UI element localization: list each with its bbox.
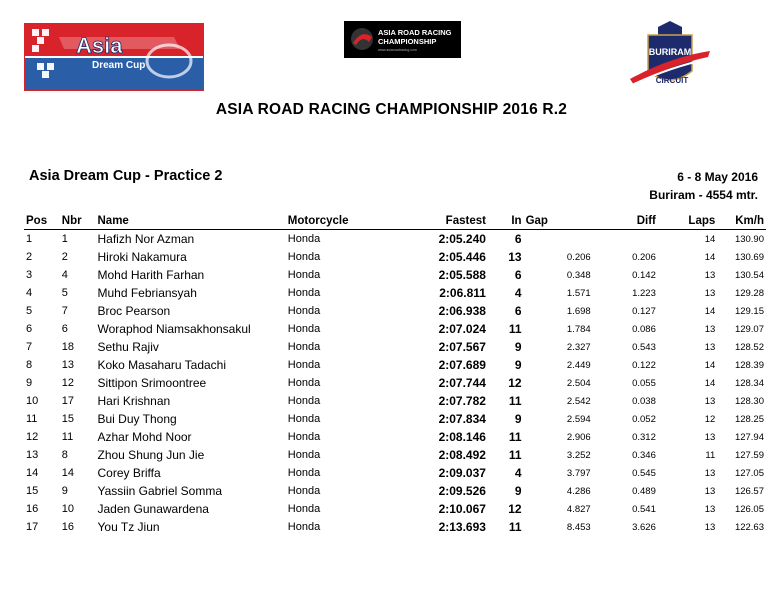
cell-motorcycle: Honda (287, 485, 321, 497)
cell-gap: 1.784 (566, 323, 591, 335)
cell-fastest: 2:09.037 (438, 466, 486, 480)
cell-kmh: 128.39 (734, 359, 764, 371)
cell-in: 4 (514, 466, 522, 480)
cell-kmh: 130.69 (734, 251, 764, 263)
cell-gap: 4.827 (566, 503, 591, 515)
cell-in: 13 (508, 250, 522, 264)
cell-pos: 8 (26, 359, 33, 371)
arrc-logo (344, 21, 461, 58)
cell-kmh: 128.34 (734, 377, 764, 389)
cell-laps: 14 (704, 359, 716, 371)
cell-in: 6 (514, 268, 522, 282)
cell-in: 11 (508, 520, 522, 534)
cell-motorcycle: Honda (287, 395, 321, 407)
asia-dream-cup-logo (24, 23, 204, 91)
cell-fastest: 2:07.782 (438, 394, 486, 408)
cell-name: Muhd Febriansyah (97, 286, 197, 300)
cell-name: Jaden Gunawardena (97, 502, 209, 516)
cell-name: Hari Krishnan (97, 394, 171, 408)
cell-kmh: 127.59 (734, 449, 764, 461)
table-row (24, 410, 766, 428)
arrc-line2: CHAMPIONSHIP (378, 37, 437, 46)
table-row (24, 518, 766, 536)
cell-laps: 14 (704, 233, 716, 245)
cell-pos: 3 (26, 269, 33, 281)
table-row (24, 284, 766, 302)
cell-in: 9 (514, 484, 522, 498)
cell-nbr: 4 (61, 269, 68, 281)
cell-laps: 13 (704, 521, 716, 533)
col-laps-header: Laps (658, 213, 717, 230)
cell-gap: 0.206 (566, 251, 591, 263)
cell-diff (593, 230, 658, 249)
cell-gap: 3.252 (566, 449, 591, 461)
cell-gap: 8.453 (566, 521, 591, 533)
table-row (24, 374, 766, 392)
cell-kmh: 130.54 (734, 269, 764, 281)
cell-kmh: 122.63 (734, 521, 764, 533)
cell-gap: 1.698 (566, 305, 591, 317)
cell-motorcycle: Honda (287, 341, 321, 353)
cell-in: 9 (514, 340, 522, 354)
cell-pos: 2 (26, 251, 33, 263)
cell-pos: 11 (26, 413, 38, 425)
cell-name: You Tz Jiun (97, 520, 160, 534)
cell-kmh: 129.07 (734, 323, 764, 335)
cell-in: 11 (508, 448, 522, 462)
cell-diff: 0.055 (632, 377, 656, 389)
cell-nbr: 17 (61, 395, 75, 407)
cell-in: 9 (514, 358, 522, 372)
cell-name: Bui Duy Thong (97, 412, 177, 426)
cell-laps: 14 (704, 377, 716, 389)
cell-kmh: 128.52 (734, 341, 764, 353)
cell-pos: 1 (26, 233, 33, 245)
cell-fastest: 2:07.834 (438, 412, 486, 426)
cell-gap (524, 230, 593, 249)
cell-laps: 12 (704, 413, 716, 425)
cell-name: Sittipon Srimoontree (97, 376, 207, 390)
cell-fastest: 2:07.689 (438, 358, 486, 372)
cell-gap: 1.571 (566, 287, 591, 299)
cell-name: Hiroki Nakamura (97, 250, 187, 264)
cell-name: Broc Pearson (97, 304, 171, 318)
cell-fastest: 2:08.146 (438, 430, 486, 444)
cell-nbr: 9 (61, 485, 68, 497)
cell-gap: 2.906 (566, 431, 591, 443)
cell-nbr: 18 (61, 341, 75, 353)
cell-motorcycle: Honda (287, 359, 321, 371)
table-row (24, 500, 766, 518)
cell-nbr: 11 (61, 431, 74, 443)
cell-nbr: 12 (61, 377, 75, 389)
cell-laps: 13 (704, 323, 716, 335)
cell-pos: 13 (26, 449, 39, 461)
cell-gap: 4.286 (566, 485, 591, 497)
cell-nbr: 13 (61, 359, 75, 371)
cell-laps: 14 (704, 305, 716, 317)
cell-motorcycle: Honda (287, 413, 321, 425)
col-kmh-header: Km/h (717, 213, 766, 230)
page-title: ASIA ROAD RACING CHAMPIONSHIP 2016 R.2 (215, 101, 568, 118)
cell-gap: 0.348 (566, 269, 591, 281)
cell-in: 6 (514, 304, 522, 318)
col-diff-header: Diff (593, 213, 658, 230)
cell-diff: 0.122 (632, 359, 656, 371)
cell-laps: 14 (704, 251, 716, 263)
cell-nbr: 6 (61, 323, 68, 335)
cell-nbr: 1 (61, 233, 68, 245)
col-name-header: Name (96, 213, 286, 230)
cell-name: Sethu Rajiv (97, 340, 159, 354)
cell-pos: 15 (26, 485, 39, 497)
logo-asia-text: Asia (76, 33, 123, 58)
results-table (24, 213, 766, 536)
cell-nbr: 7 (61, 305, 68, 317)
cell-nbr: 16 (61, 521, 75, 533)
results-header-row (24, 213, 766, 230)
cell-diff: 0.206 (632, 251, 656, 263)
cell-pos: 10 (26, 395, 39, 407)
cell-in: 6 (514, 232, 522, 246)
cell-laps: 13 (704, 395, 716, 407)
cell-gap: 3.797 (566, 467, 591, 479)
cell-kmh: 128.25 (734, 413, 764, 425)
cell-nbr: 2 (61, 251, 68, 263)
cell-diff: 3.626 (632, 521, 656, 533)
cell-gap: 2.594 (566, 413, 591, 425)
cell-motorcycle: Honda (287, 287, 321, 299)
cell-gap: 2.327 (566, 341, 591, 353)
cell-nbr: 5 (61, 287, 68, 299)
cell-laps: 13 (704, 431, 716, 443)
cell-laps: 13 (704, 341, 716, 353)
cell-pos: 7 (26, 341, 33, 353)
cell-in: 9 (514, 412, 522, 426)
table-row (24, 356, 766, 374)
cell-name: Zhou Shung Jun Jie (97, 448, 205, 462)
cell-fastest: 2:09.526 (438, 484, 486, 498)
cell-fastest: 2:07.024 (438, 322, 486, 336)
cell-pos: 17 (26, 521, 39, 533)
table-row (24, 302, 766, 320)
cell-kmh: 126.57 (734, 485, 764, 497)
col-gap-header: Gap (524, 213, 593, 230)
cell-diff: 0.541 (632, 503, 656, 515)
cell-motorcycle: Honda (287, 431, 321, 443)
cell-kmh: 130.90 (734, 233, 764, 245)
cell-diff: 1.223 (632, 287, 656, 299)
cell-pos: 5 (26, 305, 33, 317)
cell-pos: 16 (26, 503, 39, 515)
cell-name: Yassiin Gabriel Somma (97, 484, 222, 498)
cell-motorcycle: Honda (287, 251, 321, 263)
cell-in: 11 (508, 430, 522, 444)
col-pos-header: Pos (24, 213, 60, 230)
cell-diff: 0.052 (632, 413, 656, 425)
cell-nbr: 15 (61, 413, 75, 425)
cell-in: 12 (508, 376, 522, 390)
col-fastest-header: Fastest (405, 213, 488, 230)
cell-motorcycle: Honda (287, 521, 321, 533)
cell-in: 11 (508, 322, 522, 336)
cell-in: 4 (514, 286, 522, 300)
table-row (24, 464, 766, 482)
cell-kmh: 129.15 (734, 305, 764, 317)
cell-motorcycle: Honda (287, 323, 321, 335)
cell-pos: 6 (26, 323, 33, 335)
event-date: 6 - 8 May 2016 (677, 170, 758, 184)
cell-gap: 2.449 (566, 359, 591, 371)
cell-name: Hafizh Nor Azman (97, 232, 195, 246)
cell-kmh: 129.28 (734, 287, 764, 299)
cell-fastest: 2:05.240 (438, 232, 486, 246)
cell-nbr: 10 (61, 503, 75, 515)
cell-gap: 2.542 (566, 395, 591, 407)
cell-fastest: 2:08.492 (438, 448, 486, 462)
cell-pos: 4 (26, 287, 33, 299)
cell-diff: 0.545 (632, 467, 656, 479)
cell-name: Woraphod Niamsakhonsakul (97, 322, 251, 336)
cell-fastest: 2:07.744 (438, 376, 486, 390)
event-venue: Buriram - 4554 mtr. (649, 188, 758, 202)
table-row (24, 428, 766, 446)
circuit-text: CIRCUIT (655, 76, 689, 85)
table-row (24, 482, 766, 500)
cell-diff: 0.489 (632, 485, 656, 497)
cell-laps: 13 (704, 287, 716, 299)
table-row (24, 248, 766, 266)
cell-kmh: 127.05 (734, 467, 764, 479)
cell-motorcycle: Honda (287, 305, 321, 317)
cell-diff: 0.543 (632, 341, 656, 353)
table-row (24, 266, 766, 284)
logo-dream-cup-text: Dream Cup (92, 60, 146, 71)
cell-fastest: 2:06.938 (438, 304, 486, 318)
arrc-line3: www.asiaroadracing.com (378, 48, 417, 52)
cell-kmh: 128.30 (734, 395, 764, 407)
cell-motorcycle: Honda (287, 233, 321, 245)
col-nbr-header: Nbr (60, 213, 96, 230)
cell-in: 11 (508, 394, 522, 408)
col-in-header: In (488, 213, 524, 230)
cell-diff: 0.312 (632, 431, 656, 443)
cell-laps: 13 (704, 485, 716, 497)
cell-motorcycle: Honda (287, 269, 321, 281)
cell-fastest: 2:07.567 (438, 340, 486, 354)
cell-fastest: 2:05.446 (438, 250, 486, 264)
buriram-text: BURIRAM (648, 47, 692, 57)
cell-name: Azhar Mohd Noor (97, 430, 192, 444)
cell-motorcycle: Honda (287, 449, 321, 461)
cell-fastest: 2:13.693 (438, 520, 486, 534)
arrc-line1: ASIA ROAD RACING (378, 28, 452, 37)
cell-laps: 11 (705, 449, 716, 461)
results-body (24, 230, 766, 537)
cell-kmh: 126.05 (734, 503, 764, 515)
cell-in: 12 (508, 502, 522, 516)
buriram-circuit-logo (628, 21, 712, 103)
cell-diff: 0.127 (632, 305, 656, 317)
cell-fastest: 2:05.588 (438, 268, 486, 282)
table-row (24, 230, 766, 249)
cell-diff: 0.346 (632, 449, 656, 461)
table-row (24, 392, 766, 410)
cell-nbr: 14 (61, 467, 75, 479)
cell-laps: 13 (704, 269, 716, 281)
cell-pos: 12 (26, 431, 39, 443)
cell-name: Corey Briffa (97, 466, 161, 480)
cell-motorcycle: Honda (287, 467, 321, 479)
cell-kmh: 127.94 (734, 431, 764, 443)
cell-pos: 9 (26, 377, 33, 389)
cell-pos: 14 (26, 467, 39, 479)
cell-fastest: 2:10.067 (438, 502, 486, 516)
cell-diff: 0.086 (632, 323, 656, 335)
table-row (24, 446, 766, 464)
cell-name: Koko Masaharu Tadachi (97, 358, 227, 372)
cell-gap: 2.504 (566, 377, 591, 389)
cell-diff: 0.142 (632, 269, 656, 281)
cell-laps: 13 (704, 503, 716, 515)
col-motorcycle-header: Motorcycle (286, 213, 405, 230)
cell-diff: 0.038 (632, 395, 656, 407)
cell-name: Mohd Harith Farhan (97, 268, 205, 282)
table-row (24, 320, 766, 338)
table-row (24, 338, 766, 356)
cell-motorcycle: Honda (287, 377, 321, 389)
cell-nbr: 8 (61, 449, 68, 461)
cell-laps: 13 (704, 467, 716, 479)
cell-fastest: 2:06.811 (439, 286, 486, 300)
cell-motorcycle: Honda (287, 503, 321, 515)
session-title: Asia Dream Cup - Practice 2 (29, 168, 223, 184)
